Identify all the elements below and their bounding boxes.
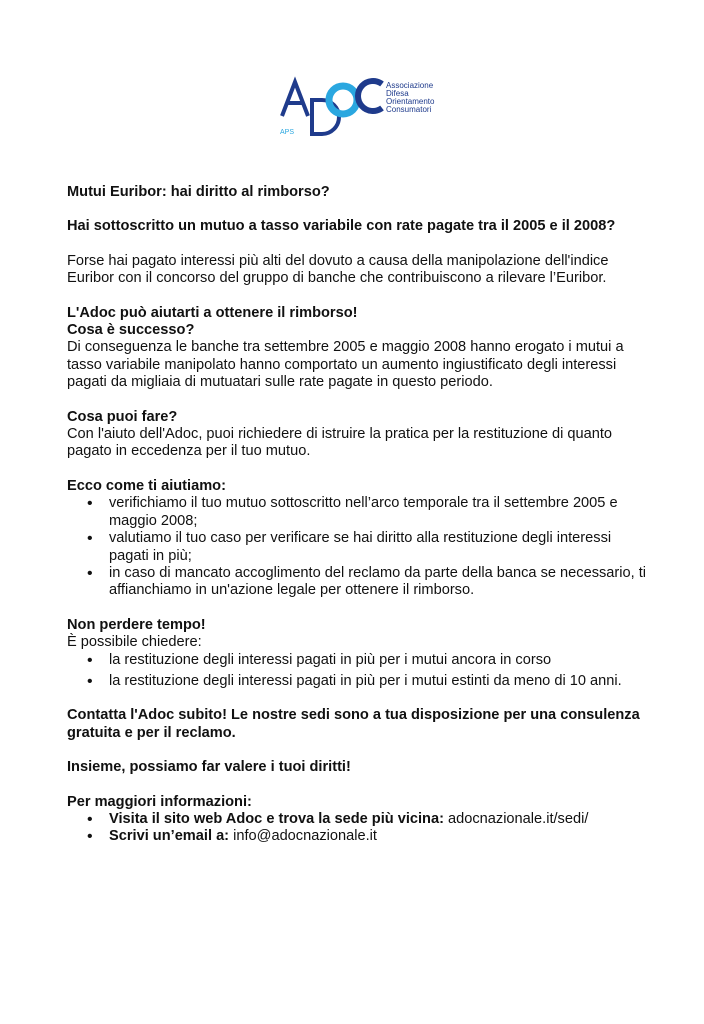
logo-tagline-3: Orientamento: [386, 97, 435, 106]
info-list: [67, 811, 647, 846]
page-title: Mutui Euribor: hai diritto al rimborso?: [67, 184, 330, 200]
lead-question: Hai sottoscritto un mutuo a tasso variabile con rate pagate tra il 2005 e il 2008?: [67, 218, 616, 235]
contact-line-2: gratuita e per il reclamo.: [67, 724, 236, 741]
info-label: Visita il sito web Adoc e trova la sede più vicina:: [109, 810, 444, 827]
what-line-2: tasso variabile manipolato hanno comportato un aumento ingiustificato degli interessi: [67, 356, 617, 373]
info-label: Scrivi un’email a:: [109, 828, 230, 845]
help-heading: L'Adoc può aiutarti a ottenere il rimborso!: [67, 304, 358, 321]
logo-tagline-2: Difesa: [386, 89, 409, 98]
together-line: Insieme, possiamo far valere i tuoi diritti!: [67, 759, 351, 776]
what-line-3: pagati da migliaia di mutuatari sulle rate pagate in questo periodo.: [67, 374, 493, 391]
intro-line-1: Forse hai pagato interessi più alti del dovuto a causa della manipolazione dell'indice: [67, 252, 609, 269]
logo-tagline-4: Consumatori: [386, 105, 432, 114]
time-list: [67, 652, 647, 691]
list-item: • la restituzione degli interessi pagati in più per i mutui estinti da meno di 10 anni.: [109, 673, 647, 690]
todo-heading: Cosa puoi fare?: [67, 408, 178, 425]
logo-letter-a: [282, 82, 308, 116]
logo-tagline-1: Associazione: [386, 81, 434, 90]
website-link[interactable]: adocnazionale.it/sedi/: [448, 810, 589, 827]
list-item: [109, 811, 647, 828]
list-item: • valutiamo il tuo caso per verificare se hai diritto alla restituzione degli interessi pagati in più;: [109, 530, 647, 565]
time-heading: Non perdere tempo!: [67, 616, 206, 633]
what-line-1: Di conseguenza le banche tra settembre 2005 e maggio 2008 hanno erogato i mutui a: [67, 339, 624, 356]
todo-line-1: Con l'aiuto dell'Adoc, puoi richiedere di istruire la pratica per la restituzione di quanto: [67, 426, 613, 443]
logo-letter-o: [329, 86, 357, 114]
intro-line-2: Euribor con il concorso del gruppo di banche che contribuiscono a rilevare l’Euribor.: [67, 270, 607, 287]
logo-aps: APS: [280, 129, 295, 136]
document-body: [67, 184, 647, 846]
list-item: • verifichiamo il tuo mutuo sottoscritto nell’arco temporale tra il settembre 2005 e maggio 2008;: [109, 495, 647, 530]
logo-letter-d: [312, 100, 339, 134]
how-heading: Ecco come ti aiutiamo:: [67, 477, 226, 494]
what-heading: Cosa è successo?: [67, 322, 195, 339]
logo-letter-c: [358, 81, 382, 111]
email-link[interactable]: info@adocnazionale.it: [233, 828, 377, 845]
contact-line-1: Contatta l'Adoc subito! Le nostre sedi sono a tua disposizione per una consulenza: [67, 707, 640, 724]
list-item: [109, 828, 647, 845]
how-list: [67, 495, 647, 599]
info-heading: Per maggiori informazioni:: [67, 793, 252, 810]
list-item: • in caso di mancato accoglimento del reclamo da parte della banca se necessario, ti affianchiamo in un'azione legale per ottenere il rimborso.: [109, 565, 647, 600]
todo-line-2: pagato in eccedenza per il tuo mutuo.: [67, 443, 311, 460]
time-text: È possibile chiedere:: [67, 634, 202, 651]
adoc-logo: [276, 76, 456, 146]
list-item: • la restituzione degli interessi pagati in più per i mutui ancora in corso: [109, 652, 647, 669]
